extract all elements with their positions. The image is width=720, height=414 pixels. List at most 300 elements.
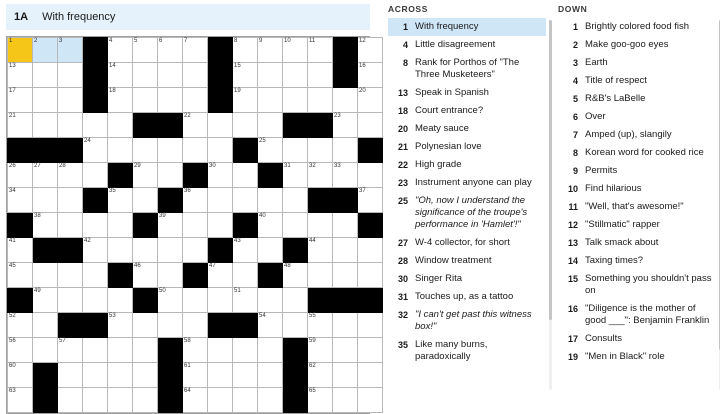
grid-cell-number: 31 (284, 163, 291, 169)
grid-cell[interactable] (133, 163, 158, 188)
grid-cell[interactable] (283, 88, 308, 113)
down-clue-list[interactable] (558, 18, 716, 366)
grid-cell-number: 13 (9, 63, 16, 69)
grid-cell[interactable] (158, 138, 183, 163)
grid-row (8, 363, 383, 388)
grid-cell[interactable] (183, 313, 208, 338)
grid-cell-number: 9 (259, 38, 263, 44)
across-heading: ACROSS (388, 4, 428, 14)
grid-cell[interactable] (158, 63, 183, 88)
grid-cell[interactable] (308, 388, 333, 413)
grid-cell-number: 54 (259, 313, 266, 319)
grid-cell[interactable] (233, 363, 258, 388)
grid-cell[interactable] (308, 63, 333, 88)
grid-row (8, 188, 383, 213)
grid-cell[interactable] (233, 88, 258, 113)
down-clue-text: "Stillmatic" rapper (585, 219, 660, 230)
grid-cell[interactable] (183, 138, 208, 163)
grid-cell[interactable] (308, 38, 333, 63)
grid-cell[interactable] (183, 38, 208, 63)
grid-row (8, 238, 383, 263)
grid-cell[interactable] (33, 88, 58, 113)
grid-cell[interactable] (108, 338, 133, 363)
grid-cell[interactable] (158, 313, 183, 338)
grid-cell[interactable] (8, 188, 33, 213)
grid-row (8, 388, 383, 413)
grid-cell[interactable] (333, 163, 358, 188)
grid-cell[interactable] (258, 288, 283, 313)
grid-cell[interactable] (83, 238, 108, 263)
grid-cell[interactable] (208, 388, 233, 413)
grid-cell[interactable] (83, 163, 108, 188)
grid-cell[interactable] (133, 188, 158, 213)
grid-cell-number: 55 (309, 313, 316, 319)
grid-cell[interactable] (208, 363, 233, 388)
grid-cell[interactable] (83, 363, 108, 388)
grid-cell[interactable] (108, 138, 133, 163)
grid-cell[interactable] (358, 113, 383, 138)
grid-cell[interactable] (108, 188, 133, 213)
grid-cell (158, 188, 183, 213)
grid-cell[interactable] (358, 388, 383, 413)
grid-cell-number: 36 (184, 188, 191, 194)
across-clue-item[interactable] (388, 192, 546, 234)
grid-cell-number: 29 (134, 163, 141, 169)
grid-cell[interactable] (133, 263, 158, 288)
down-clue-item[interactable] (558, 36, 716, 54)
grid-cell-number: 57 (59, 338, 66, 344)
across-clue-item[interactable] (388, 18, 546, 36)
down-clue-item[interactable] (558, 144, 716, 162)
grid-cell[interactable] (58, 88, 83, 113)
grid-cell[interactable] (33, 338, 58, 363)
grid-row (8, 113, 383, 138)
grid-cell[interactable] (258, 213, 283, 238)
down-clue-text: Taxing times? (585, 255, 644, 266)
grid-cell[interactable] (308, 138, 333, 163)
grid-cell[interactable] (258, 188, 283, 213)
down-clue-item[interactable] (558, 162, 716, 180)
grid-cell-number: 23 (334, 113, 341, 119)
grid-cell[interactable] (133, 363, 158, 388)
across-clue-item[interactable] (388, 174, 546, 192)
grid-cell[interactable] (108, 313, 133, 338)
crossword-grid[interactable] (6, 36, 370, 414)
down-clue-item[interactable] (558, 348, 716, 366)
grid-cell[interactable] (8, 338, 33, 363)
grid-cell[interactable] (283, 313, 308, 338)
grid-row (8, 63, 383, 88)
grid-cell[interactable] (233, 38, 258, 63)
grid-cell[interactable] (83, 288, 108, 313)
grid-cell[interactable] (308, 88, 333, 113)
grid-cell[interactable] (333, 263, 358, 288)
grid-cell[interactable] (258, 238, 283, 263)
grid-cell[interactable] (208, 113, 233, 138)
grid-cell (33, 138, 58, 163)
grid-cell[interactable] (233, 188, 258, 213)
grid-cell[interactable] (183, 338, 208, 363)
across-clue-number: 22 (397, 160, 408, 170)
down-clue-text: Korean word for cooked rice (585, 147, 704, 158)
grid-cell[interactable] (183, 288, 208, 313)
grid-cell-number: 8 (234, 38, 238, 44)
grid-cell[interactable] (108, 388, 133, 413)
grid-cell[interactable] (33, 213, 58, 238)
grid-cell[interactable] (208, 338, 233, 363)
grid-cell-number: 60 (9, 363, 16, 369)
across-clue-list[interactable] (388, 18, 546, 366)
grid-cell[interactable] (358, 338, 383, 363)
across-clue-text: With frequency (415, 21, 479, 32)
grid-cell[interactable] (208, 138, 233, 163)
crossword-grid-table[interactable] (7, 37, 383, 413)
grid-cell[interactable] (8, 163, 33, 188)
across-clue-item[interactable] (388, 336, 546, 366)
grid-cell (283, 113, 308, 138)
grid-cell[interactable] (258, 338, 283, 363)
grid-cell (258, 163, 283, 188)
across-clue-text: "I can't get past this witness box!" (415, 309, 532, 332)
grid-cell[interactable] (33, 38, 58, 63)
grid-cell-number: 41 (9, 238, 16, 244)
grid-cell[interactable] (108, 238, 133, 263)
grid-cell[interactable] (183, 113, 208, 138)
grid-cell[interactable] (333, 388, 358, 413)
grid-cell[interactable] (183, 388, 208, 413)
grid-cell[interactable] (8, 63, 33, 88)
grid-cell[interactable] (58, 113, 83, 138)
grid-cell[interactable] (208, 213, 233, 238)
grid-cell[interactable] (83, 263, 108, 288)
grid-cell[interactable] (233, 63, 258, 88)
grid-cell[interactable] (283, 63, 308, 88)
grid-cell[interactable] (233, 288, 258, 313)
grid-cell[interactable] (8, 313, 33, 338)
grid-cell[interactable] (33, 163, 58, 188)
grid-cell[interactable] (58, 263, 83, 288)
grid-cell[interactable] (283, 138, 308, 163)
across-clue-text: Touches up, as a tattoo (415, 291, 514, 302)
down-clue-item[interactable] (558, 18, 716, 36)
across-clue-text: High grade (415, 159, 462, 170)
grid-cell[interactable] (308, 263, 333, 288)
grid-cell[interactable] (58, 188, 83, 213)
grid-cell[interactable] (33, 288, 58, 313)
grid-cell[interactable] (158, 88, 183, 113)
grid-cell[interactable] (158, 213, 183, 238)
grid-cell[interactable] (58, 163, 83, 188)
grid-cell-number: 11 (309, 38, 316, 44)
grid-cell[interactable] (258, 63, 283, 88)
grid-cell[interactable] (108, 113, 133, 138)
grid-cell-number: 19 (234, 88, 241, 94)
down-clue-number: 4 (572, 76, 578, 86)
grid-cell-number: 18 (109, 88, 116, 94)
down-clue-item[interactable] (558, 198, 716, 216)
down-clue-item[interactable] (558, 252, 716, 270)
grid-cell[interactable] (58, 363, 83, 388)
grid-cell-number: 17 (9, 88, 16, 94)
grid-cell[interactable] (133, 38, 158, 63)
grid-cell[interactable] (308, 238, 333, 263)
grid-cell[interactable] (258, 113, 283, 138)
grid-cell-number: 21 (9, 113, 16, 119)
down-clue-text: Earth (585, 57, 608, 68)
grid-cell[interactable] (33, 263, 58, 288)
grid-cell (283, 238, 308, 263)
grid-cell[interactable] (183, 213, 208, 238)
grid-cell[interactable] (308, 163, 333, 188)
grid-cell[interactable] (108, 88, 133, 113)
grid-cell[interactable] (208, 263, 233, 288)
grid-cell (33, 363, 58, 388)
grid-cell[interactable] (108, 38, 133, 63)
grid-cell[interactable] (133, 338, 158, 363)
grid-cell[interactable] (283, 288, 308, 313)
grid-cell[interactable] (333, 138, 358, 163)
across-clue-item[interactable] (388, 270, 546, 288)
grid-cell[interactable] (8, 263, 33, 288)
grid-cell-number: 51 (234, 288, 241, 294)
grid-cell[interactable] (233, 238, 258, 263)
grid-cell[interactable] (8, 238, 33, 263)
grid-cell[interactable] (183, 238, 208, 263)
grid-cell[interactable] (33, 63, 58, 88)
grid-cell[interactable] (133, 138, 158, 163)
grid-cell[interactable] (58, 213, 83, 238)
grid-cell[interactable] (283, 38, 308, 63)
grid-cell[interactable] (183, 63, 208, 88)
grid-cell-number: 63 (9, 388, 16, 394)
grid-cell[interactable] (108, 288, 133, 313)
grid-cell[interactable] (358, 63, 383, 88)
down-clue-item[interactable] (558, 72, 716, 90)
grid-cell[interactable] (158, 38, 183, 63)
grid-cell[interactable] (83, 113, 108, 138)
down-clue-item[interactable] (558, 126, 716, 144)
grid-cell-number: 50 (159, 288, 166, 294)
grid-cell[interactable] (108, 363, 133, 388)
grid-cell (83, 38, 108, 63)
grid-cell[interactable] (308, 338, 333, 363)
grid-cell[interactable] (258, 38, 283, 63)
down-clue-number: 6 (572, 112, 578, 122)
across-clue-item[interactable] (388, 234, 546, 252)
grid-cell (133, 213, 158, 238)
grid-cell[interactable] (8, 388, 33, 413)
grid-cell (233, 138, 258, 163)
grid-cell[interactable] (133, 238, 158, 263)
down-clue-item[interactable] (558, 54, 716, 72)
grid-cell[interactable] (58, 63, 83, 88)
grid-cell[interactable] (158, 288, 183, 313)
grid-cell[interactable] (358, 263, 383, 288)
grid-row (8, 263, 383, 288)
down-clue-number: 10 (567, 184, 578, 194)
grid-cell[interactable] (233, 113, 258, 138)
grid-cell[interactable] (358, 88, 383, 113)
grid-cell[interactable] (208, 288, 233, 313)
grid-cell[interactable] (358, 163, 383, 188)
grid-cell[interactable] (58, 288, 83, 313)
grid-cell[interactable] (8, 88, 33, 113)
across-clue-text: W-4 collector, for short (415, 237, 510, 248)
across-clue-item[interactable] (388, 54, 546, 84)
down-heading: DOWN (558, 4, 588, 14)
across-clue-number: 4 (402, 40, 408, 50)
grid-cell[interactable] (233, 388, 258, 413)
grid-cell-number: 43 (234, 238, 241, 244)
grid-cell[interactable] (58, 338, 83, 363)
across-clue-item[interactable] (388, 288, 546, 306)
grid-cell[interactable] (358, 313, 383, 338)
grid-cell-number: 24 (84, 138, 91, 144)
down-clue-item[interactable] (558, 300, 716, 330)
down-clue-item[interactable] (558, 108, 716, 126)
grid-cell[interactable] (258, 88, 283, 113)
across-clue-item[interactable] (388, 120, 546, 138)
grid-cell[interactable] (258, 313, 283, 338)
down-clue-number: 5 (572, 94, 578, 104)
grid-cell[interactable] (183, 363, 208, 388)
down-clue-text: Talk smack about (585, 237, 659, 248)
down-clue-text: Over (585, 111, 606, 122)
down-clue-number: 11 (568, 202, 578, 212)
grid-cell[interactable] (333, 213, 358, 238)
grid-cell[interactable] (83, 138, 108, 163)
across-clue-text: "Oh, now I understand the significance of the troupe's performance in 'Hamlet'!" (415, 195, 528, 230)
grid-cell[interactable] (283, 163, 308, 188)
grid-cell-number: 37 (359, 188, 366, 194)
grid-cell[interactable] (233, 263, 258, 288)
grid-cell[interactable] (208, 163, 233, 188)
current-clue-number: 1A (14, 11, 29, 23)
grid-row (8, 38, 383, 63)
grid-cell[interactable] (83, 338, 108, 363)
grid-cell[interactable] (158, 163, 183, 188)
grid-cell[interactable] (33, 113, 58, 138)
grid-cell-number: 6 (159, 38, 163, 44)
grid-cell[interactable] (233, 338, 258, 363)
down-clue-item[interactable] (558, 330, 716, 348)
across-clue-item[interactable] (388, 252, 546, 270)
grid-cell[interactable] (183, 88, 208, 113)
grid-cell[interactable] (133, 63, 158, 88)
grid-cell[interactable] (58, 388, 83, 413)
down-clue-item[interactable] (558, 270, 716, 300)
grid-cell (83, 313, 108, 338)
down-clue-text: Make goo-goo eyes (585, 39, 669, 50)
grid-cell (58, 313, 83, 338)
across-clue-item[interactable] (388, 306, 546, 336)
grid-cell[interactable] (108, 213, 133, 238)
grid-cell (83, 188, 108, 213)
grid-cell-number: 38 (34, 213, 41, 219)
grid-cell[interactable] (358, 38, 383, 63)
across-clue-text: Rank for Porthos of "The Three Musketeers" (415, 57, 520, 80)
grid-cell[interactable] (8, 38, 33, 63)
grid-cell-number: 4 (109, 38, 113, 44)
grid-cell (358, 288, 383, 313)
grid-cell[interactable] (358, 238, 383, 263)
grid-cell (208, 313, 233, 338)
grid-cell-number: 52 (9, 313, 16, 319)
across-clue-item[interactable] (388, 138, 546, 156)
grid-cell[interactable] (133, 88, 158, 113)
down-clue-item[interactable] (558, 234, 716, 252)
down-clue-item[interactable] (558, 216, 716, 234)
grid-cell[interactable] (258, 138, 283, 163)
grid-cell[interactable] (33, 188, 58, 213)
grid-cell[interactable] (283, 188, 308, 213)
down-clue-number: 15 (567, 274, 578, 284)
grid-cell[interactable] (333, 113, 358, 138)
grid-cell (8, 288, 33, 313)
grid-cell[interactable] (233, 163, 258, 188)
across-clue-item[interactable] (388, 102, 546, 120)
across-clue-item[interactable] (388, 84, 546, 102)
grid-cell (183, 263, 208, 288)
grid-cell[interactable] (183, 188, 208, 213)
grid-cell[interactable] (33, 313, 58, 338)
grid-cell[interactable] (258, 363, 283, 388)
grid-cell-number: 28 (59, 163, 66, 169)
grid-cell[interactable] (333, 338, 358, 363)
grid-cell[interactable] (308, 213, 333, 238)
grid-cell[interactable] (333, 313, 358, 338)
grid-cell[interactable] (133, 313, 158, 338)
grid-cell[interactable] (8, 363, 33, 388)
grid-cell[interactable] (158, 238, 183, 263)
grid-cell[interactable] (133, 388, 158, 413)
across-clue-item[interactable] (388, 156, 546, 174)
grid-cell[interactable] (308, 313, 333, 338)
grid-cell (8, 138, 33, 163)
grid-cell[interactable] (208, 188, 233, 213)
across-clue-item[interactable] (388, 36, 546, 54)
grid-cell[interactable] (358, 188, 383, 213)
grid-cell[interactable] (108, 63, 133, 88)
across-clue-number: 18 (397, 106, 408, 116)
grid-cell[interactable] (58, 38, 83, 63)
grid-cell[interactable] (308, 363, 333, 388)
across-clue-text: Singer Rita (415, 273, 462, 284)
grid-cell[interactable] (258, 388, 283, 413)
grid-cell[interactable] (333, 88, 358, 113)
grid-cell[interactable] (333, 363, 358, 388)
grid-cell[interactable] (283, 263, 308, 288)
grid-cell[interactable] (358, 363, 383, 388)
grid-cell-number: 46 (134, 263, 141, 269)
down-clue-item[interactable] (558, 90, 716, 108)
grid-cell[interactable] (83, 388, 108, 413)
grid-cell-number: 7 (184, 38, 188, 44)
current-clue-bar[interactable] (6, 4, 370, 30)
across-clue-number: 20 (397, 124, 408, 134)
grid-cell[interactable] (83, 213, 108, 238)
down-clue-text: Title of respect (585, 75, 647, 86)
grid-cell[interactable] (8, 113, 33, 138)
down-clue-number: 2 (572, 40, 578, 50)
down-clue-number: 3 (572, 58, 578, 68)
grid-cell[interactable] (283, 213, 308, 238)
grid-cell[interactable] (333, 238, 358, 263)
down-clue-item[interactable] (558, 180, 716, 198)
grid-cell[interactable] (158, 263, 183, 288)
grid-cell-number: 64 (184, 388, 191, 394)
grid-cell (258, 263, 283, 288)
